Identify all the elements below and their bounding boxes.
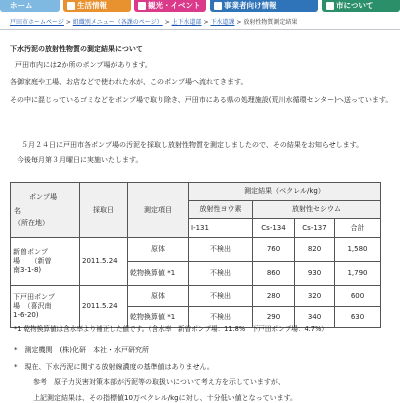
table-row bbox=[11, 238, 381, 262]
city-icon bbox=[326, 2, 334, 10]
result-header: 測定結果（ベクレル/kg） bbox=[189, 183, 381, 201]
pump-station-header bbox=[11, 183, 80, 238]
sampling-date: 2011.5.24 bbox=[80, 286, 128, 328]
cs134-value: 280 bbox=[253, 286, 295, 307]
station-cell bbox=[11, 286, 80, 328]
header-divider bbox=[0, 29, 400, 30]
measurement-item: 原体 bbox=[128, 238, 189, 262]
table-row bbox=[11, 286, 381, 307]
breadcrumb bbox=[10, 19, 297, 27]
nav-life-tab[interactable] bbox=[63, 0, 131, 12]
i131-value: 不検出 bbox=[189, 286, 253, 307]
nav-city-label: 市について bbox=[336, 1, 374, 10]
cs137-value: 820 bbox=[295, 238, 335, 262]
results-table bbox=[10, 182, 381, 328]
footnote-no-standard: * 現在、下水汚泥に関する放射線濃度の基準値はありません。 bbox=[14, 363, 214, 371]
cs137-header: Cs-137 bbox=[295, 219, 335, 238]
reference-conclusion: 上記測定結果は、その指標値10万ベクレル/kgに対し、十分低い値となっています。 bbox=[33, 394, 298, 402]
cs137-value: 340 bbox=[295, 307, 335, 328]
station-name: 場 （喜沢南 bbox=[13, 302, 52, 311]
sampling-date-header: 採取日 bbox=[80, 183, 128, 238]
breadcrumb-current: 放射性物質測定結果 bbox=[243, 19, 298, 26]
breadcrumb-separator: > bbox=[236, 19, 242, 26]
nav-life-label: 生活情報 bbox=[77, 1, 107, 10]
cs134-value: 860 bbox=[253, 262, 295, 286]
total-value: 600 bbox=[335, 286, 381, 307]
breadcrumb-separator: > bbox=[164, 19, 170, 26]
total-value: 630 bbox=[335, 307, 381, 328]
breadcrumb-link-water-dept[interactable]: 上下水道部 bbox=[171, 19, 202, 26]
iodine-header: 放射性ヨウ素 bbox=[189, 201, 253, 219]
nav-home-tab[interactable] bbox=[0, 0, 60, 12]
name-label: 名 bbox=[14, 207, 21, 215]
intro-paragraph-3: その中に混じっているゴミなどをポンプ場で取り除き、戸田市にある県の処理施設(荒川水循環センター)へ送っています。 bbox=[10, 96, 393, 104]
nav-tourism-tab[interactable] bbox=[134, 0, 206, 12]
total-header: 合計 bbox=[335, 219, 381, 238]
global-nav bbox=[0, 0, 400, 12]
cs134-value: 290 bbox=[253, 307, 295, 328]
item-header: 測定項目 bbox=[128, 183, 189, 238]
i131-header: I-131 bbox=[189, 219, 253, 238]
breadcrumb-separator: > bbox=[203, 19, 209, 26]
nav-city-tab[interactable] bbox=[322, 0, 400, 12]
cs137-value: 320 bbox=[295, 286, 335, 307]
i131-value: 不検出 bbox=[189, 262, 253, 286]
pump-label: ポンプ場 bbox=[29, 193, 57, 201]
page-title: 下水汚泥の放射性物質の測定結果について bbox=[10, 45, 143, 53]
building-icon bbox=[214, 2, 222, 10]
station-address: 1-6-20) bbox=[13, 310, 39, 319]
measurement-item: 原体 bbox=[128, 286, 189, 307]
camera-icon bbox=[138, 2, 146, 10]
station-name: 新曽ポンプ bbox=[13, 248, 48, 257]
location-label: （所在地） bbox=[14, 219, 49, 227]
house-icon bbox=[67, 2, 75, 10]
reference-note: 参考 原子力災害対策本部が汚泥等の取扱いについて考え方を示していますが、 bbox=[33, 378, 285, 386]
cs137-value: 930 bbox=[295, 262, 335, 286]
footnote-lab: * 測定機関 (株)化研 本社・水戸研究所 bbox=[14, 346, 149, 354]
station-name: 場 （新曽 bbox=[13, 257, 52, 266]
breadcrumb-separator: > bbox=[65, 19, 71, 26]
intro-paragraph-2: 各御家庭や工場、お店などで使われた水が、このポンプ場へ流れてきます。 bbox=[10, 78, 248, 86]
schedule-note: 今後毎月第３月曜日に実施いたします。 bbox=[17, 156, 143, 164]
i131-value: 不検出 bbox=[189, 238, 253, 262]
cs134-value: 760 bbox=[253, 238, 295, 262]
footnote-dry-conversion: *1 乾物換算値は含水率より補正した値です。（含水率 新曽ポンプ場：11.8% 下戸田ポンプ場：4.7%） bbox=[14, 325, 328, 333]
station-address: 南3-1-8) bbox=[13, 265, 42, 274]
station-cell bbox=[11, 238, 80, 286]
measurement-item: 乾物換算値 *1 bbox=[128, 307, 189, 328]
measurement-item: 乾物換算値 *1 bbox=[128, 262, 189, 286]
total-value: 1,580 bbox=[335, 238, 381, 262]
nav-business-tab[interactable] bbox=[210, 0, 318, 12]
nav-business-label: 事業者向け情報 bbox=[224, 1, 277, 10]
result-announcement: ５月２４日に戸田市各ポンプ場の汚泥を採取し放射性物質を測定しましたので、その結果をお知らせします。 bbox=[21, 141, 364, 149]
intro-paragraph-1: 戸田市内には2か所のポンプ場があります。 bbox=[15, 61, 152, 69]
breadcrumb-link-org-menu[interactable]: 組織別メニュー（各課のページ） bbox=[72, 19, 163, 26]
cs134-header: Cs-134 bbox=[253, 219, 295, 238]
breadcrumb-link-home[interactable]: 戸田市ホームページ bbox=[10, 19, 64, 26]
breadcrumb-link-sewer-section[interactable]: 下水道課 bbox=[210, 19, 235, 26]
i131-value: 不検出 bbox=[189, 307, 253, 328]
total-value: 1,790 bbox=[335, 262, 381, 286]
nav-home-label: ホーム bbox=[10, 1, 33, 10]
sampling-date: 2011.5.24 bbox=[80, 238, 128, 286]
nav-tourism-label: 観光・イベント bbox=[148, 1, 201, 10]
station-name: 下戸田ポンプ bbox=[13, 293, 55, 302]
cesium-header: 放射性セシウム bbox=[253, 201, 381, 219]
